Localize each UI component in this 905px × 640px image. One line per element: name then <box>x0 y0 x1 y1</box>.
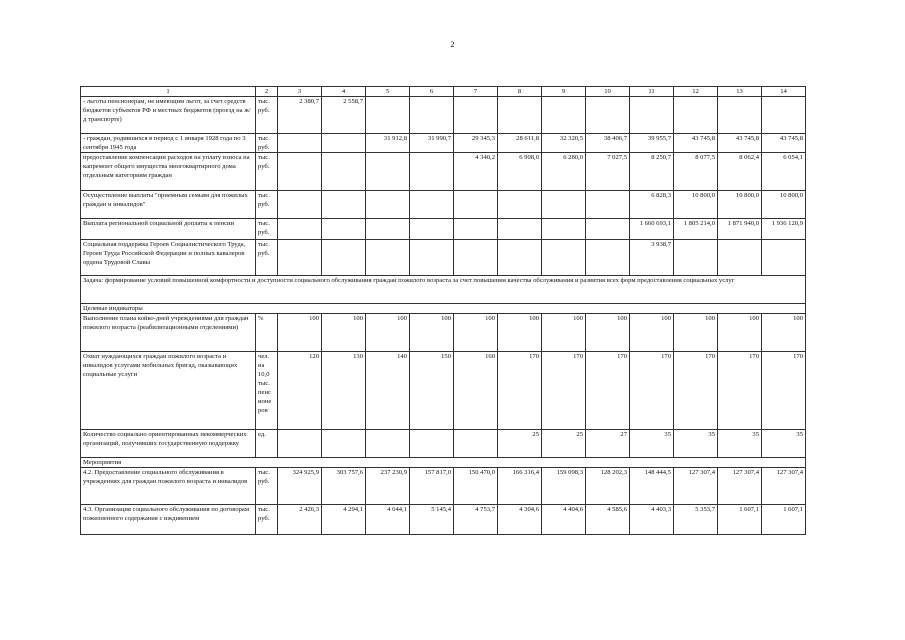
value-cell-col12: 5 353,7 <box>674 505 718 535</box>
value-cell-col11: 8 250,7 <box>630 153 674 191</box>
value-cell-col10: 27 <box>586 430 630 458</box>
value-cell-col3: 2 380,7 <box>278 97 322 134</box>
value-cell-col14 <box>762 97 806 134</box>
value-cell-col12: 127 307,4 <box>674 468 718 505</box>
value-cell-col5 <box>366 430 410 458</box>
value-cell-col12: 170 <box>674 352 718 430</box>
value-cell-col9: 100 <box>542 314 586 352</box>
value-cell-col9: 159 098,3 <box>542 468 586 505</box>
value-cell-col6 <box>410 240 454 276</box>
value-cell-col9 <box>542 240 586 276</box>
value-cell-col13: 10 800,0 <box>718 191 762 219</box>
row-unit: тыс. руб. <box>256 240 278 276</box>
row-label: Выполнение плана койко-дней учреждениями для граждан пожилого возраста (реабилитационными отделениями) <box>81 314 256 352</box>
value-cell-col9 <box>542 191 586 219</box>
value-cell-col5 <box>366 97 410 134</box>
table-row <box>81 134 806 153</box>
value-cell-col5: 4 644,1 <box>366 505 410 535</box>
value-cell-col7 <box>454 240 498 276</box>
section-row <box>81 304 806 314</box>
section-label: Целевые индикаторы <box>81 304 806 314</box>
row-unit: ед. <box>256 430 278 458</box>
value-cell-col7: 29 345,3 <box>454 134 498 153</box>
value-cell-col12: 43 745,8 <box>674 134 718 153</box>
value-cell-col6 <box>410 191 454 219</box>
value-cell-col6: 5 145,4 <box>410 505 454 535</box>
section-label: Мероприятия <box>81 458 806 468</box>
row-unit: тыс. руб. <box>256 134 278 153</box>
value-cell-col4 <box>322 191 366 219</box>
value-cell-col11: 6 828,3 <box>630 191 674 219</box>
header-cell-9: 9 <box>542 87 586 97</box>
value-cell-col12: 1 805 214,0 <box>674 219 718 240</box>
header-cell-5: 5 <box>366 87 410 97</box>
value-cell-col12: 35 <box>674 430 718 458</box>
value-cell-col6: 157 817,0 <box>410 468 454 505</box>
row-unit: тыс. руб. <box>256 468 278 505</box>
header-cell-3: 3 <box>278 87 322 97</box>
value-cell-col12 <box>674 97 718 134</box>
value-cell-col14: 6 054,1 <box>762 153 806 191</box>
value-cell-col8: 28 611,8 <box>498 134 542 153</box>
table-row <box>81 97 806 134</box>
value-cell-col9: 170 <box>542 352 586 430</box>
value-cell-col8: 6 908,0 <box>498 153 542 191</box>
value-cell-col9 <box>542 219 586 240</box>
value-cell-col3 <box>278 134 322 153</box>
value-cell-col11: 100 <box>630 314 674 352</box>
row-label: - льготы пенсионерам, не имеющим льгот, за счет средств бюджетов субъектов РФ и местных бюджетов (проезд на ж/д транспорте) <box>81 97 256 134</box>
value-cell-col7: 150 470,0 <box>454 468 498 505</box>
header-cell-8: 8 <box>498 87 542 97</box>
section-label: Задача: формирование условий повышенной комфортности и доступности социального обслуживания граждан пожилого возраста за счет повышения качества обслуживания и развития всех форм предоставления социальных услуг <box>81 276 806 304</box>
value-cell-col12: 10 800,0 <box>674 191 718 219</box>
value-cell-col11: 39 955,7 <box>630 134 674 153</box>
value-cell-col8: 4 304,6 <box>498 505 542 535</box>
header-cell-12: 12 <box>674 87 718 97</box>
value-cell-col10 <box>586 97 630 134</box>
value-cell-col4 <box>322 134 366 153</box>
value-cell-col14: 10 800,0 <box>762 191 806 219</box>
value-cell-col4 <box>322 153 366 191</box>
value-cell-col10: 7 027,5 <box>586 153 630 191</box>
header-cell-10: 10 <box>586 87 630 97</box>
row-label: Охват нуждающихся граждан пожилого возраста и инвалидов услугами мобильных бригад, оказывающих социальные услуги <box>81 352 256 430</box>
value-cell-col6: 31 990,7 <box>410 134 454 153</box>
value-cell-col12: 100 <box>674 314 718 352</box>
value-cell-col7 <box>454 219 498 240</box>
value-cell-col8: 25 <box>498 430 542 458</box>
value-cell-col5 <box>366 219 410 240</box>
value-cell-col12 <box>674 240 718 276</box>
table-row <box>81 219 806 240</box>
row-label: предоставление компенсации расходов на уплату взноса на капремонт общего имущества многоквартирного дома отдельным категориям граждан <box>81 153 256 191</box>
value-cell-col5 <box>366 240 410 276</box>
value-cell-col5 <box>366 191 410 219</box>
value-cell-col5: 100 <box>366 314 410 352</box>
value-cell-col10: 4 585,6 <box>586 505 630 535</box>
value-cell-col10: 38 406,7 <box>586 134 630 153</box>
value-cell-col7 <box>454 191 498 219</box>
value-cell-col13: 127 307,4 <box>718 468 762 505</box>
value-cell-col8 <box>498 191 542 219</box>
value-cell-col3 <box>278 191 322 219</box>
row-unit: % <box>256 314 278 352</box>
header-cell-14: 14 <box>762 87 806 97</box>
value-cell-col14 <box>762 240 806 276</box>
value-cell-col4: 303 757,6 <box>322 468 366 505</box>
value-cell-col3: 2 426,3 <box>278 505 322 535</box>
budget-table <box>80 86 806 535</box>
value-cell-col13 <box>718 97 762 134</box>
value-cell-col7 <box>454 430 498 458</box>
value-cell-col9: 6 280,0 <box>542 153 586 191</box>
table-row <box>81 314 806 352</box>
value-cell-col13: 100 <box>718 314 762 352</box>
table-row <box>81 352 806 430</box>
value-cell-col10: 170 <box>586 352 630 430</box>
value-cell-col11: 3 938,7 <box>630 240 674 276</box>
value-cell-col14: 1 936 120,9 <box>762 219 806 240</box>
value-cell-col13: 170 <box>718 352 762 430</box>
row-label: 4.2. Предоставление социального обслуживания в учреждениях для граждан пожилого возраста и инвалидов <box>81 468 256 505</box>
value-cell-col4 <box>322 430 366 458</box>
value-cell-col7 <box>454 97 498 134</box>
value-cell-col11: 1 660 693,1 <box>630 219 674 240</box>
value-cell-col6 <box>410 153 454 191</box>
value-cell-col4 <box>322 219 366 240</box>
row-unit: тыс. руб. <box>256 505 278 535</box>
value-cell-col3 <box>278 153 322 191</box>
value-cell-col12: 8 077,5 <box>674 153 718 191</box>
row-unit: чел. на 10,0 тыс. пенс ионе ров <box>256 352 278 430</box>
value-cell-col14: 127 307,4 <box>762 468 806 505</box>
value-cell-col13: 1 607,1 <box>718 505 762 535</box>
value-cell-col8: 100 <box>498 314 542 352</box>
value-cell-col6 <box>410 97 454 134</box>
row-unit: тыс. руб. <box>256 153 278 191</box>
table-row <box>81 468 806 505</box>
value-cell-col3: 324 925,9 <box>278 468 322 505</box>
header-cell-11: 11 <box>630 87 674 97</box>
header-cell-7: 7 <box>454 87 498 97</box>
row-label: Выплата региональной социальной доплаты к пенсии <box>81 219 256 240</box>
value-cell-col5: 140 <box>366 352 410 430</box>
table-row <box>81 153 806 191</box>
row-label: Осуществление выплаты "приемным семьям для пожилых граждан и инвалидов" <box>81 191 256 219</box>
row-unit: тыс. руб. <box>256 219 278 240</box>
value-cell-col11: 148 444,5 <box>630 468 674 505</box>
value-cell-col14: 1 607,1 <box>762 505 806 535</box>
value-cell-col5: 31 912,8 <box>366 134 410 153</box>
value-cell-col3 <box>278 430 322 458</box>
value-cell-col8: 170 <box>498 352 542 430</box>
value-cell-col7: 160 <box>454 352 498 430</box>
value-cell-col7: 100 <box>454 314 498 352</box>
value-cell-col4: 130 <box>322 352 366 430</box>
value-cell-col11: 35 <box>630 430 674 458</box>
value-cell-col13: 1 871 940,0 <box>718 219 762 240</box>
value-cell-col13: 35 <box>718 430 762 458</box>
value-cell-col9 <box>542 97 586 134</box>
value-cell-col3: 120 <box>278 352 322 430</box>
value-cell-col14: 43 745,8 <box>762 134 806 153</box>
header-cell-6: 6 <box>410 87 454 97</box>
value-cell-col7: 4 340,2 <box>454 153 498 191</box>
value-cell-col11 <box>630 97 674 134</box>
value-cell-col13: 8 062,4 <box>718 153 762 191</box>
value-cell-col4: 100 <box>322 314 366 352</box>
value-cell-col13: 43 745,8 <box>718 134 762 153</box>
row-label: 4.3. Организация социального обслуживания по договорам пожизненного содержания с иждивением <box>81 505 256 535</box>
table-row <box>81 191 806 219</box>
value-cell-col3 <box>278 240 322 276</box>
value-cell-col4: 2 558,7 <box>322 97 366 134</box>
section-row <box>81 458 806 468</box>
row-unit: тыс. руб. <box>256 191 278 219</box>
value-cell-col10 <box>586 191 630 219</box>
header-row <box>81 87 806 97</box>
value-cell-col8: 166 316,4 <box>498 468 542 505</box>
value-cell-col5 <box>366 153 410 191</box>
value-cell-col6 <box>410 219 454 240</box>
table-row <box>81 240 806 276</box>
value-cell-col10 <box>586 240 630 276</box>
value-cell-col10: 128 202,3 <box>586 468 630 505</box>
value-cell-col13 <box>718 240 762 276</box>
value-cell-col4 <box>322 240 366 276</box>
section-row <box>81 276 806 304</box>
page-number: 2 <box>450 40 455 49</box>
header-cell-2: 2 <box>256 87 278 97</box>
value-cell-col6 <box>410 430 454 458</box>
value-cell-col11: 4 403,3 <box>630 505 674 535</box>
header-cell-1: 1 <box>81 87 256 97</box>
value-cell-col14: 100 <box>762 314 806 352</box>
value-cell-col8 <box>498 240 542 276</box>
value-cell-col5: 237 230,9 <box>366 468 410 505</box>
row-unit: тыс. руб. <box>256 97 278 134</box>
value-cell-col9: 32 320,5 <box>542 134 586 153</box>
row-label: Социальная поддержка Героев Социалистического Труда, Героев Труда Российской Федерации и полных кавалеров ордена Трудовой Славы <box>81 240 256 276</box>
value-cell-col7: 4 753,7 <box>454 505 498 535</box>
header-cell-13: 13 <box>718 87 762 97</box>
table-row <box>81 430 806 458</box>
value-cell-col14: 170 <box>762 352 806 430</box>
row-label: Количество социально ориентированных некоммерческих организаций, получивших государственную поддержку <box>81 430 256 458</box>
value-cell-col6: 150 <box>410 352 454 430</box>
value-cell-col3: 100 <box>278 314 322 352</box>
table-row <box>81 505 806 535</box>
value-cell-col8 <box>498 97 542 134</box>
value-cell-col9: 4 404,6 <box>542 505 586 535</box>
value-cell-col10: 100 <box>586 314 630 352</box>
value-cell-col11: 170 <box>630 352 674 430</box>
value-cell-col3 <box>278 219 322 240</box>
value-cell-col10 <box>586 219 630 240</box>
header-cell-4: 4 <box>322 87 366 97</box>
value-cell-col14: 35 <box>762 430 806 458</box>
value-cell-col9: 25 <box>542 430 586 458</box>
value-cell-col6: 100 <box>410 314 454 352</box>
value-cell-col8 <box>498 219 542 240</box>
value-cell-col4: 4 294,1 <box>322 505 366 535</box>
row-label: - граждан, родившихся в период с 1 января 1928 года по 3 сентября 1945 года <box>81 134 256 153</box>
